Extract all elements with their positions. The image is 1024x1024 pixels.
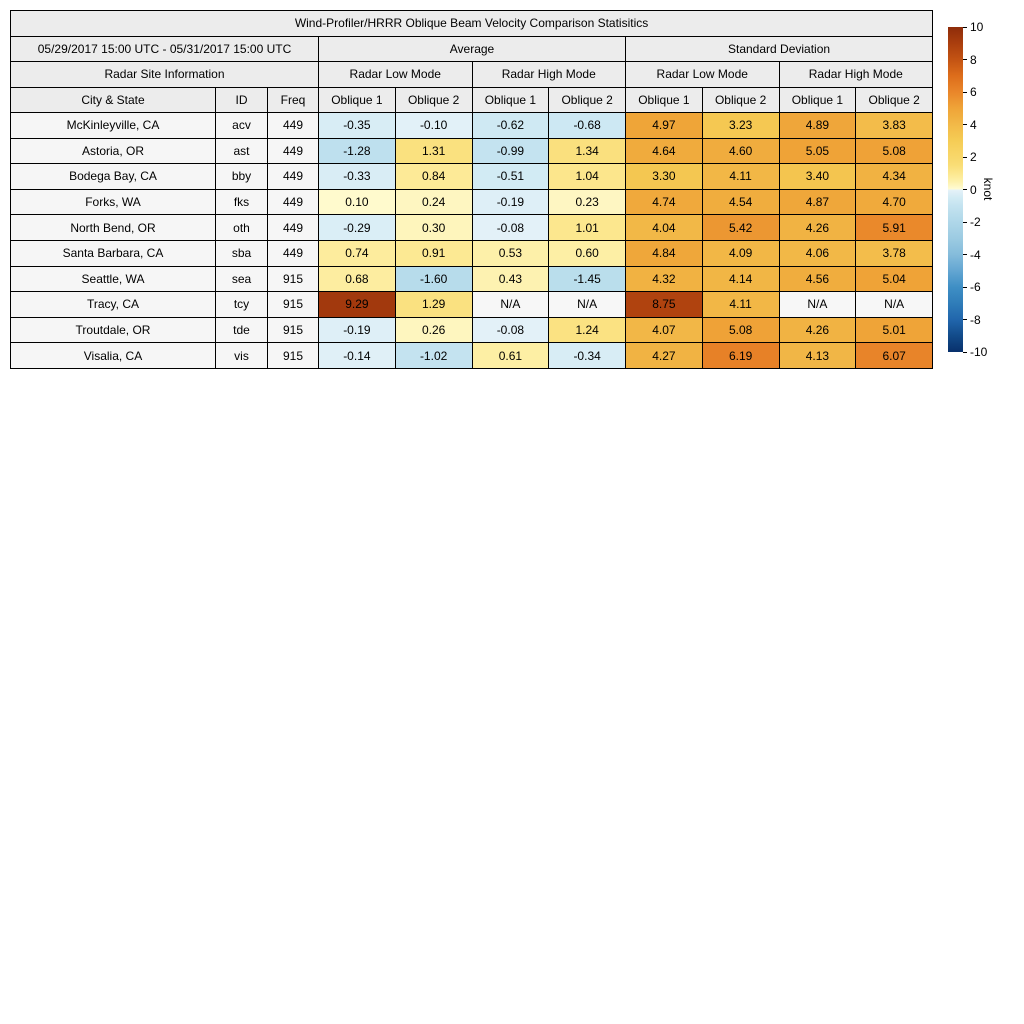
value-cell: 4.60 bbox=[702, 138, 779, 164]
colorbar-tick-label: 0 bbox=[970, 182, 977, 197]
site-id-cell: oth bbox=[216, 215, 268, 241]
value-cell: 4.04 bbox=[626, 215, 703, 241]
value-cell: 4.64 bbox=[626, 138, 703, 164]
value-cell: 6.19 bbox=[702, 343, 779, 369]
colorbar-tick-mark bbox=[963, 59, 967, 60]
value-cell: -0.34 bbox=[549, 343, 626, 369]
table-row bbox=[11, 292, 933, 318]
value-cell: 0.68 bbox=[319, 266, 396, 292]
value-cell: 0.74 bbox=[319, 240, 396, 266]
value-cell: 4.56 bbox=[779, 266, 856, 292]
value-cell: 1.29 bbox=[395, 292, 472, 318]
value-cell: -0.08 bbox=[472, 317, 549, 343]
colorbar-tick-mark bbox=[963, 157, 967, 158]
value-cell: 4.07 bbox=[626, 317, 703, 343]
value-cell: 5.08 bbox=[856, 138, 933, 164]
colorbar-tick-mark bbox=[963, 222, 967, 223]
value-cell: -0.35 bbox=[319, 113, 396, 139]
value-cell: 5.04 bbox=[856, 266, 933, 292]
value-cell: 0.84 bbox=[395, 164, 472, 190]
colorbar-tick-mark bbox=[963, 27, 967, 28]
value-cell: 4.84 bbox=[626, 240, 703, 266]
site-id-cell: sba bbox=[216, 240, 268, 266]
table-row bbox=[11, 189, 933, 215]
colorbar-unit-label: knot bbox=[981, 177, 995, 201]
city-cell: McKinleyville, CA bbox=[11, 113, 216, 139]
colorbar-tick-label: -10 bbox=[970, 345, 988, 359]
value-cell: 4.13 bbox=[779, 343, 856, 369]
value-cell-na: N/A bbox=[472, 292, 549, 318]
value-cell: 0.61 bbox=[472, 343, 549, 369]
table-row bbox=[11, 138, 933, 164]
value-cell: 3.78 bbox=[856, 240, 933, 266]
std-low-mode-header: Radar Low Mode bbox=[626, 62, 780, 88]
colorbar-tick-label: 8 bbox=[970, 52, 977, 67]
site-id-cell: ast bbox=[216, 138, 268, 164]
value-cell: 4.87 bbox=[779, 189, 856, 215]
value-cell: 1.34 bbox=[549, 138, 626, 164]
site-id-cell: fks bbox=[216, 189, 268, 215]
oblique-header: Oblique 1 bbox=[779, 87, 856, 113]
colorbar-tick-label: 10 bbox=[970, 20, 984, 34]
colorbar-tick-mark bbox=[963, 319, 967, 320]
oblique-header: Oblique 2 bbox=[702, 87, 779, 113]
group-header-average: Average bbox=[319, 36, 626, 62]
colorbar-tick-label: -2 bbox=[970, 215, 981, 229]
value-cell: 6.07 bbox=[856, 343, 933, 369]
freq-cell: 449 bbox=[268, 215, 319, 241]
value-cell: 4.70 bbox=[856, 189, 933, 215]
site-id-cell: acv bbox=[216, 113, 268, 139]
value-cell: 3.23 bbox=[702, 113, 779, 139]
city-cell: Forks, WA bbox=[11, 189, 216, 215]
table-row bbox=[11, 240, 933, 266]
value-cell: -0.51 bbox=[472, 164, 549, 190]
site-info-header: Radar Site Information bbox=[11, 62, 319, 88]
value-cell: 0.30 bbox=[395, 215, 472, 241]
colorbar-tick-mark bbox=[963, 287, 967, 288]
colorbar-tick-mark bbox=[963, 352, 967, 353]
freq-cell: 449 bbox=[268, 164, 319, 190]
freq-cell: 449 bbox=[268, 138, 319, 164]
value-cell: 1.01 bbox=[549, 215, 626, 241]
site-id-cell: tde bbox=[216, 317, 268, 343]
std-high-mode-header: Radar High Mode bbox=[779, 62, 933, 88]
colorbar-tick-mark bbox=[963, 189, 967, 190]
value-cell: 4.34 bbox=[856, 164, 933, 190]
value-cell: 4.26 bbox=[779, 317, 856, 343]
oblique-header: Oblique 2 bbox=[856, 87, 933, 113]
value-cell: 1.31 bbox=[395, 138, 472, 164]
table-row bbox=[11, 113, 933, 139]
value-cell: 0.43 bbox=[472, 266, 549, 292]
oblique-header: Oblique 2 bbox=[395, 87, 472, 113]
value-cell: 0.24 bbox=[395, 189, 472, 215]
oblique-header: Oblique 1 bbox=[472, 87, 549, 113]
value-cell: 4.89 bbox=[779, 113, 856, 139]
oblique-header: Oblique 1 bbox=[319, 87, 396, 113]
value-cell: 9.29 bbox=[319, 292, 396, 318]
value-cell: 4.26 bbox=[779, 215, 856, 241]
value-cell: -0.68 bbox=[549, 113, 626, 139]
mode-header-row bbox=[11, 62, 933, 88]
value-cell: -1.45 bbox=[549, 266, 626, 292]
freq-cell: 915 bbox=[268, 317, 319, 343]
freq-cell: 915 bbox=[268, 292, 319, 318]
freq-header: Freq bbox=[268, 87, 319, 113]
colorbar bbox=[948, 20, 1024, 359]
value-cell: 1.24 bbox=[549, 317, 626, 343]
id-header: ID bbox=[216, 87, 268, 113]
table-row bbox=[11, 317, 933, 343]
value-cell: -0.10 bbox=[395, 113, 472, 139]
freq-cell: 449 bbox=[268, 189, 319, 215]
value-cell-na: N/A bbox=[856, 292, 933, 318]
value-cell: 3.40 bbox=[779, 164, 856, 190]
value-cell: 0.26 bbox=[395, 317, 472, 343]
stats-table bbox=[10, 10, 933, 369]
city-cell: Seattle, WA bbox=[11, 266, 216, 292]
value-cell: -0.99 bbox=[472, 138, 549, 164]
city-cell: Visalia, CA bbox=[11, 343, 216, 369]
value-cell: -0.62 bbox=[472, 113, 549, 139]
table-title: Wind-Profiler/HRRR Oblique Beam Velocity Comparison Statisitics bbox=[11, 11, 933, 37]
table-row bbox=[11, 343, 933, 369]
colorbar-tick-mark bbox=[963, 124, 967, 125]
oblique-header: Oblique 2 bbox=[549, 87, 626, 113]
value-cell: 0.10 bbox=[319, 189, 396, 215]
colorbar-gradient bbox=[948, 27, 963, 352]
city-cell: Troutdale, OR bbox=[11, 317, 216, 343]
value-cell: 5.05 bbox=[779, 138, 856, 164]
freq-cell: 915 bbox=[268, 266, 319, 292]
value-cell: 0.23 bbox=[549, 189, 626, 215]
title-row bbox=[11, 11, 933, 37]
value-cell: -1.28 bbox=[319, 138, 396, 164]
city-cell: Bodega Bay, CA bbox=[11, 164, 216, 190]
value-cell: 5.08 bbox=[702, 317, 779, 343]
value-cell: 4.54 bbox=[702, 189, 779, 215]
value-cell: -1.02 bbox=[395, 343, 472, 369]
group-header-standard-deviation: Standard Deviation bbox=[626, 36, 933, 62]
colorbar-tick-label: -6 bbox=[970, 280, 981, 294]
colorbar-tick-mark bbox=[963, 254, 967, 255]
value-cell: 4.14 bbox=[702, 266, 779, 292]
value-cell: -0.29 bbox=[319, 215, 396, 241]
value-cell: 3.83 bbox=[856, 113, 933, 139]
colorbar-tick-label: -4 bbox=[970, 247, 981, 262]
table-row bbox=[11, 215, 933, 241]
city-cell: Tracy, CA bbox=[11, 292, 216, 318]
city-cell: Santa Barbara, CA bbox=[11, 240, 216, 266]
colorbar-tick-label: 4 bbox=[970, 117, 977, 132]
value-cell: 3.30 bbox=[626, 164, 703, 190]
value-cell: 0.60 bbox=[549, 240, 626, 266]
colorbar-tick-label: 6 bbox=[970, 85, 977, 99]
value-cell: -0.14 bbox=[319, 343, 396, 369]
site-id-cell: sea bbox=[216, 266, 268, 292]
value-cell: -0.33 bbox=[319, 164, 396, 190]
colorbar-tick-label: -8 bbox=[970, 312, 981, 327]
value-cell: 5.91 bbox=[856, 215, 933, 241]
value-cell: 4.09 bbox=[702, 240, 779, 266]
group-header-row bbox=[11, 36, 933, 62]
freq-cell: 449 bbox=[268, 113, 319, 139]
value-cell: 4.27 bbox=[626, 343, 703, 369]
freq-cell: 915 bbox=[268, 343, 319, 369]
colorbar-tick-label: 2 bbox=[970, 150, 977, 164]
site-id-cell: bby bbox=[216, 164, 268, 190]
city-cell: North Bend, OR bbox=[11, 215, 216, 241]
value-cell-na: N/A bbox=[549, 292, 626, 318]
value-cell: 0.91 bbox=[395, 240, 472, 266]
column-header-row bbox=[11, 87, 933, 113]
value-cell: -0.08 bbox=[472, 215, 549, 241]
value-cell: 1.04 bbox=[549, 164, 626, 190]
table-row bbox=[11, 164, 933, 190]
value-cell: 4.11 bbox=[702, 292, 779, 318]
avg-high-mode-header: Radar High Mode bbox=[472, 62, 626, 88]
value-cell: 5.42 bbox=[702, 215, 779, 241]
value-cell: 0.53 bbox=[472, 240, 549, 266]
date-range: 05/29/2017 15:00 UTC - 05/31/2017 15:00 UTC bbox=[11, 36, 319, 62]
value-cell: 5.01 bbox=[856, 317, 933, 343]
avg-low-mode-header: Radar Low Mode bbox=[319, 62, 473, 88]
value-cell-na: N/A bbox=[779, 292, 856, 318]
table-row bbox=[11, 266, 933, 292]
value-cell: 8.75 bbox=[626, 292, 703, 318]
colorbar-tick-mark bbox=[963, 92, 967, 93]
value-cell: 4.32 bbox=[626, 266, 703, 292]
city-cell: Astoria, OR bbox=[11, 138, 216, 164]
value-cell: 4.11 bbox=[702, 164, 779, 190]
site-id-cell: vis bbox=[216, 343, 268, 369]
oblique-header: Oblique 1 bbox=[626, 87, 703, 113]
city-state-header: City & State bbox=[11, 87, 216, 113]
value-cell: -0.19 bbox=[472, 189, 549, 215]
site-id-cell: tcy bbox=[216, 292, 268, 318]
value-cell: 4.97 bbox=[626, 113, 703, 139]
value-cell: 4.74 bbox=[626, 189, 703, 215]
value-cell: -1.60 bbox=[395, 266, 472, 292]
freq-cell: 449 bbox=[268, 240, 319, 266]
value-cell: 4.06 bbox=[779, 240, 856, 266]
value-cell: -0.19 bbox=[319, 317, 396, 343]
